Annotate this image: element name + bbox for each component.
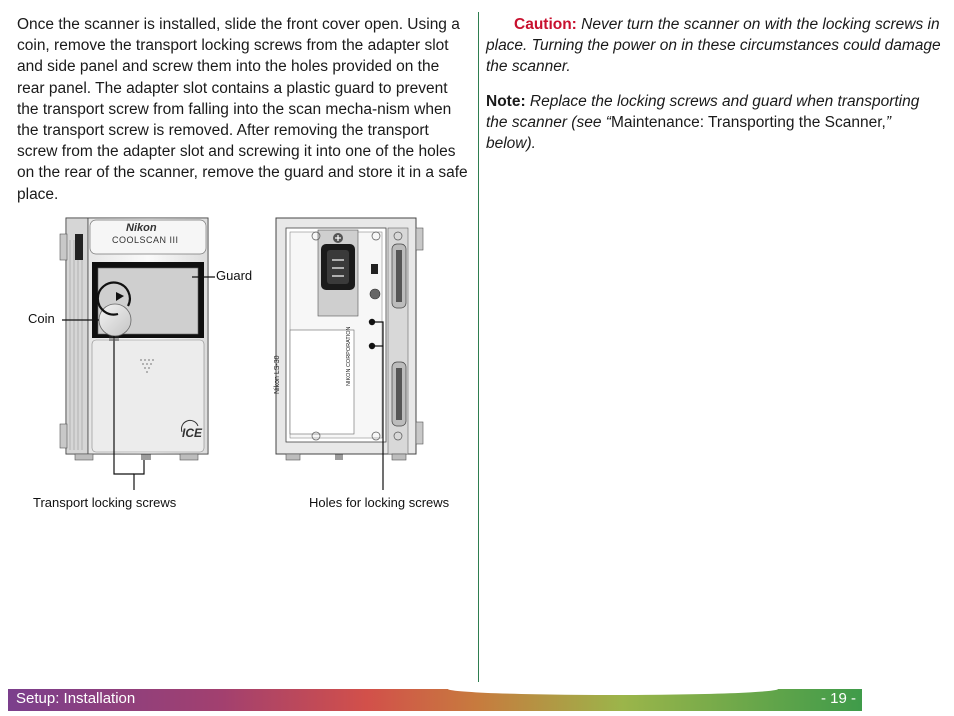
note-paragraph [486, 91, 941, 155]
nikon-logo: Nikon [126, 222, 157, 234]
coin-label: Coin [28, 311, 55, 326]
footer-swoosh [448, 683, 778, 695]
footer-section: Setup: Installation [16, 690, 136, 707]
page-footer [8, 689, 862, 711]
transport-screws-label: Transport locking screws [33, 495, 177, 510]
caution-label: Caution: [514, 16, 577, 33]
guard-label: Guard [216, 268, 253, 283]
scanner-front [60, 218, 208, 460]
note-text-end: ” below). [486, 113, 891, 153]
page-number: - 19 - [820, 690, 856, 707]
rear-model-label: Nikon LS-30 [274, 355, 281, 394]
rear-corp-label: NIKON CORPORATION [346, 326, 352, 386]
note-label: Note: [486, 92, 526, 110]
holes-label: Holes for locking screws [309, 495, 450, 510]
body-column [17, 14, 469, 205]
caution-text: Never turn the scanner on with the locking screws in place. Turning the power on in these circumstances could damage the scanner. [486, 16, 941, 76]
notes-column [486, 14, 941, 167]
scanner-illustration [20, 210, 470, 520]
column-divider [478, 12, 479, 682]
body-paragraph: Once the scanner is installed, slide the front cover open. Using a coin, remove the transport locking screws from the adapter slot and side panel and screw them into the holes provided on the rear panel. The adapter slot contains a plastic guard to prevent the transport screw from falling into the scan mecha-nism when the transport screw is removed. After removing the transport screw from the adapter slot and screwing it into one of the holes on the rear of the scanner, remove the guard and store it in a safe place. [17, 16, 468, 203]
ice-logo: ICE [182, 426, 203, 440]
scanner-figure [20, 210, 470, 520]
note-text: Replace the locking screws and guard when transporting the scanner (see “ [486, 92, 920, 131]
note-reference: Maintenance: Transporting the Scanner, [610, 113, 886, 131]
coolscan-wordmark: COOLSCAN III [112, 235, 179, 245]
caution-paragraph [486, 14, 941, 78]
